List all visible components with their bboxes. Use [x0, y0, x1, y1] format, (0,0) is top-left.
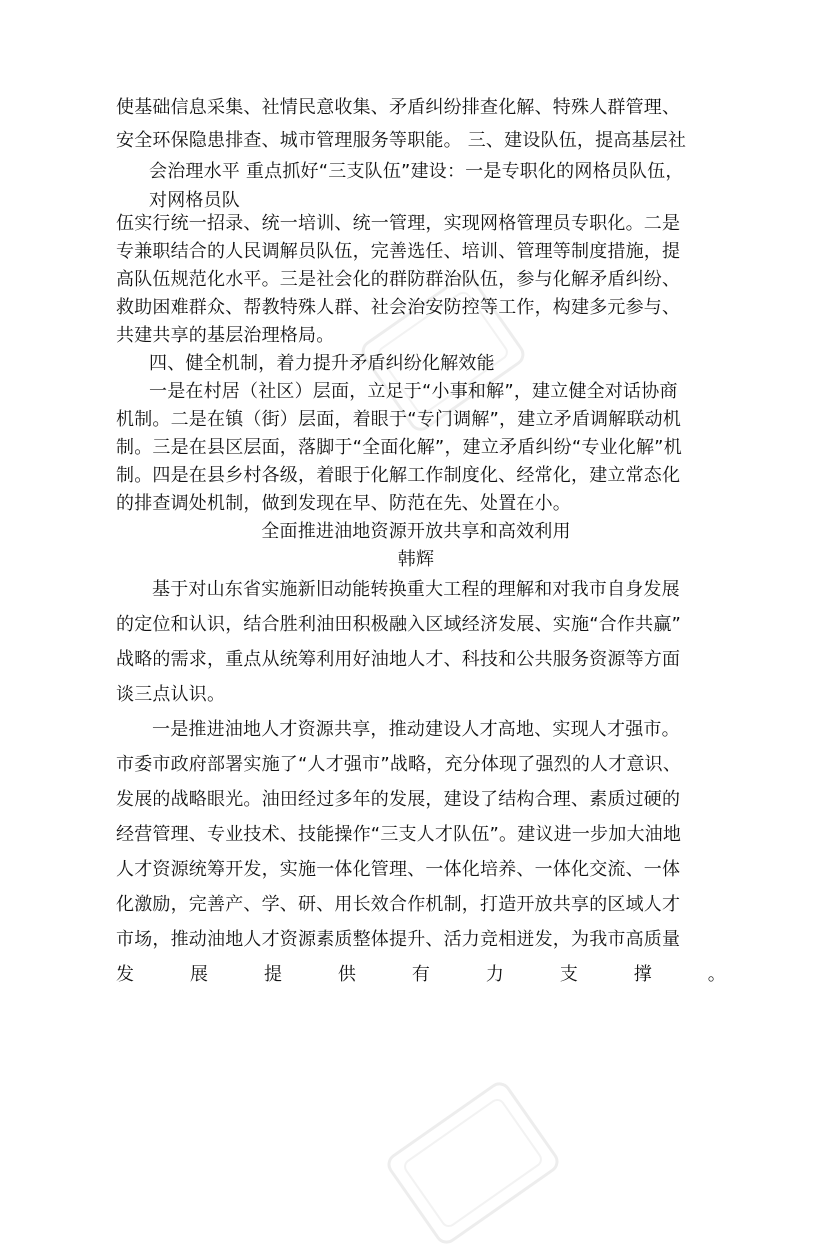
char: 展 [189, 964, 209, 985]
author-name: 韩辉 [397, 549, 435, 570]
article-title: 全面推进油地资源开放共享和高效利用 [261, 521, 571, 542]
char: 供 [337, 964, 357, 985]
char: 力 [485, 964, 505, 985]
paragraph-line: 救助困难群众、帮教特殊人群、社会治安防控等工作，构建多元参与、 [116, 297, 681, 318]
paragraph-line: 高队伍规范化水平。三是社会化的群防群治队伍，参与化解矛盾纠纷、 [116, 269, 681, 290]
char: 提 [263, 964, 283, 985]
justified-last-line [116, 963, 726, 987]
paragraph-line: 市委市政府部署实施了“人才强市”战略，充分体现了强烈的人才意识、 [116, 754, 682, 775]
section-heading: 四、健全机制，着力提升矛盾纠纷化解效能 [149, 353, 495, 374]
paragraph-line: 人才资源统筹开发，实施一体化管理、一体化培养、一体化交流、一体 [116, 859, 681, 880]
paragraph-line: 发展的战略眼光。油田经过多年的发展，建设了结构合理、素质过硬的 [116, 789, 681, 810]
paragraph-line: 使基础信息采集、社情民意收集、矛盾纠纷排查化解、特殊人群管理、 [116, 97, 681, 118]
paragraph-line: 机制。二是在镇（街）层面，着眼于“专门调解”，建立矛盾调解联动机 [116, 409, 682, 430]
paragraph-line: 一是推进油地人才资源共享，推动建设人才高地、实现人才强市。 [152, 719, 680, 740]
paragraph-line: 的排查调处机制，做到发现在早、防范在先、处置在小。 [116, 493, 571, 514]
paragraph-line: 安全环保隐患排查、城市管理服务等职能。 三、建设队伍，提高基层社 [116, 130, 687, 151]
paragraph-line: 对网格员队 [149, 190, 240, 211]
paragraph-line: 基于对山东省实施新旧动能转换重大工程的理解和对我市自身发展 [152, 579, 680, 600]
char: 撑 [633, 964, 652, 985]
paragraph-line: 经营管理、专业技术、技能操作“三支人才队伍”。建议进一步加大油地 [116, 824, 682, 845]
paragraph-line: 制。四是在县乡村各级，着眼于化解工作制度化、经常化，建立常态化 [116, 465, 681, 486]
char: 有 [411, 964, 431, 985]
paragraph-line: 市场，推动油地人才资源素质整体提升、活力竞相迸发，为我市高质量 [116, 929, 681, 950]
char: 。 [707, 964, 726, 985]
watermark-stamp [383, 1078, 563, 1248]
paragraph-line: 的定位和认识，结合胜利油田积极融入区域经济发展、实施“合作共赢” [116, 614, 682, 635]
paragraph-line: 谈三点认识。 [116, 684, 226, 705]
paragraph-line: 制。三是在县区层面，落脚于“全面化解”，建立矛盾纠纷“专业化解”机 [116, 437, 682, 458]
paragraph-line: 会治理水平 重点抓好“三支队伍”建设：一是专职化的网格员队伍， [149, 161, 684, 182]
paragraph-line: 一是在村居（社区）层面，立足于“小事和解”，建立健全对话协商 [149, 381, 678, 402]
paragraph-line: 化激励，完善产、学、研、用长效合作机制，打造开放共享的区域人才 [116, 894, 681, 915]
paragraph-line: 伍实行统一招录、统一培训、统一管理，实现网格管理员专职化。二是 [116, 213, 681, 234]
char: 发 [116, 964, 135, 985]
paragraph-line: 战略的需求，重点从统筹利用好油地人才、科技和公共服务资源等方面 [116, 649, 681, 670]
paragraph-line: 共建共享的基层治理格局。 [116, 325, 335, 346]
paragraph-line: 专兼职结合的人民调解员队伍，完善选任、培训、管理等制度措施，提 [116, 241, 681, 262]
char: 支 [559, 964, 579, 985]
